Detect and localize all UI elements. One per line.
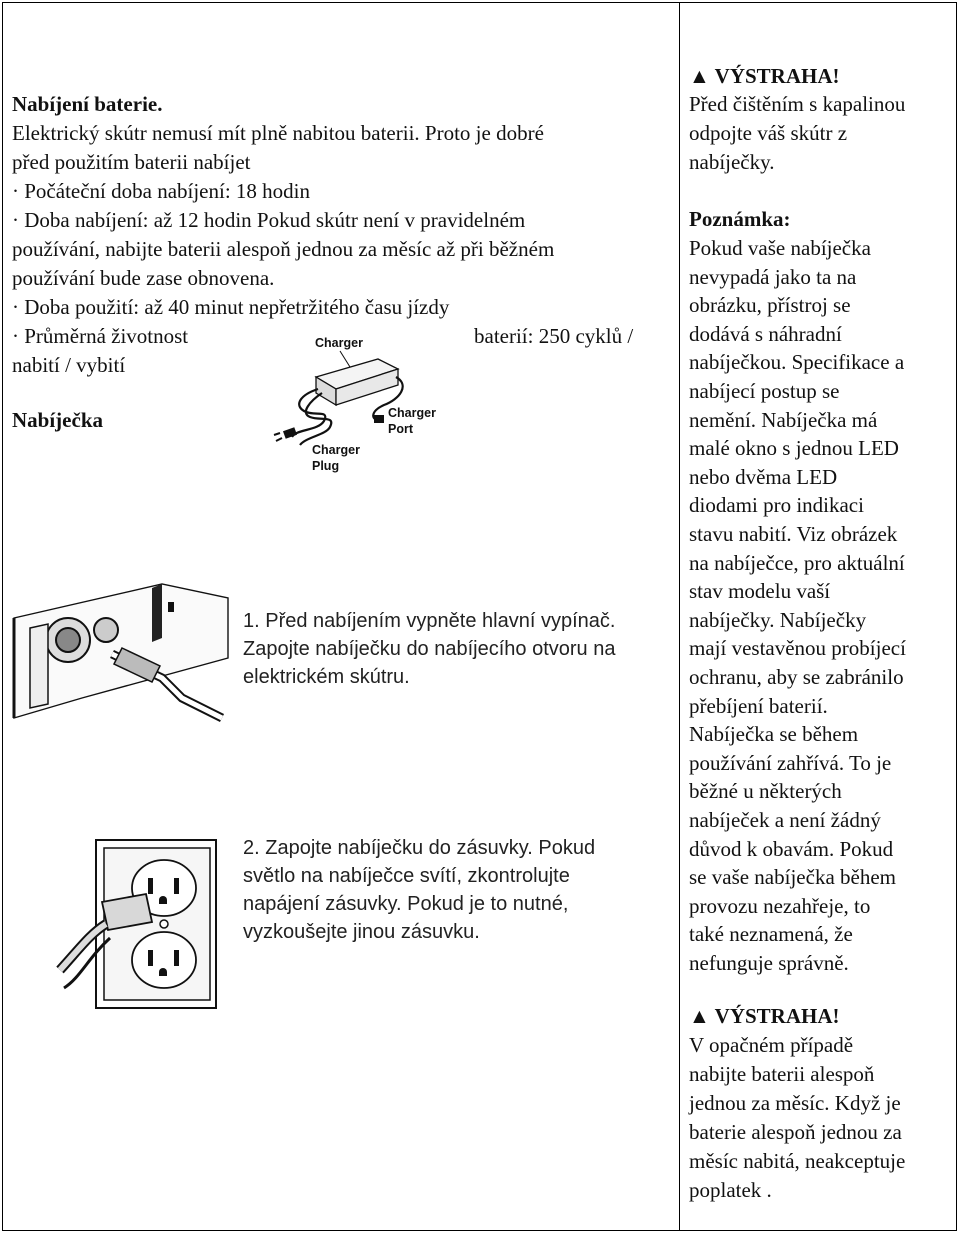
note-line-11: stavu nabití. Viz obrázek [689,522,898,546]
note-line-15: mají vestavěnou probíjecí [689,636,906,661]
warning-2-line-1: V opačném případě [689,1033,854,1057]
step-2-line-4: vyzkoušejte jinou zásuvku. [243,921,480,943]
warning-1-title: ▲ VÝSTRAHA! [689,64,840,88]
note-line-10: diodami pro indikaci [689,493,864,518]
note-line-17: přebíjení baterií. [689,693,828,718]
bullet-charge-time-line-3: používání bude zase obnovena. [12,266,275,290]
note-line-13: stav modelu vaší [689,579,831,604]
warning-2-line-2: nabijte baterii alespoň [689,1062,875,1086]
note-line-8: malé okno s jednou LED [689,436,899,461]
note-line-3: obrázku, přístroj se [689,293,851,318]
note-line-23: se vaše nabíječka během [689,865,896,890]
bullet-charge-time-line-1: · Doba nabíjení: až 12 hodin Pokud skútr není v pravidelném [12,208,526,232]
step-2-line-3: napájení zásuvky. Pokud je to nutné, [243,893,569,915]
note-line-7: nemění. Nabíječka má [689,407,878,432]
charger-plug-label-1: Charger [312,443,360,457]
bullet-initial-charge: · Počáteční doba nabíjení: 18 hodin [12,179,311,203]
charger-heading: Nabíječka [12,408,103,432]
warning-1-line-1: Před čištěním s kapalinou [689,92,906,116]
step-2-line-1: 2. Zapojte nabíječku do zásuvky. Pokud [243,837,596,859]
bullet-charge-time-line-2: používání, nabijte baterii alespoň jednou za měsíc až při běžném [12,237,555,261]
note-title: Poznámka: [689,207,791,231]
note-line-25: také neznamená, že [689,922,853,947]
warning-2-title: ▲ VÝSTRAHA! [689,1004,840,1028]
warning-2-line-4: baterie alespoň jednou za [689,1120,902,1144]
charger-illustration [270,325,450,475]
bullet-battery-life-part-2: baterií: 250 cyklů / [474,324,634,348]
intro-line-1: Elektrický skútr nemusí mít plně nabitou baterii. Proto je dobré [12,121,544,145]
note-line-16: ochranu, aby se zabránilo [689,665,904,689]
note-line-1: Pokud vaše nabíječka [689,236,871,260]
step-1-line-1: 1. Před nabíjením vypněte hlavní vypínač. [243,610,616,632]
warning-2-line-3: jednou za měsíc. Když je [689,1091,901,1115]
note-line-9: nebo dvěma LED [689,464,838,489]
warning-1-line-2: odpojte váš skútr z [689,121,848,145]
note-line-2: nevypadá jako ta na [689,264,857,289]
charger-plug-label-2: Plug [312,459,340,473]
intro-line-2: před použitím baterii nabíjet [12,150,251,174]
warning-1-line-3: nabíječky. [689,150,775,174]
note-line-19: používání zahřívá. To je [689,750,892,775]
charger-port-label-2: Port [388,422,413,436]
note-line-22: důvod k obavám. Pokud [689,836,894,861]
note-line-4: dodává s náhradní [689,321,842,346]
note-line-5: nabíječkou. Specifikace a [689,350,905,375]
warning-2-line-5: měsíc nabitá, neakceptuje [689,1149,906,1173]
bullet-usage-time: · Doba použití: až 40 minut nepřetržitého času jízdy [12,295,450,319]
note-line-14: nabíječky. Nabíječky [689,607,867,632]
scooter-charging-port-illustration [12,578,230,726]
note-line-26: nefunguje správně. [689,951,849,975]
bullet-battery-life-line-2: nabití / vybití [12,353,126,377]
step-1-line-3: elektrickém skútru. [243,666,410,688]
note-line-20: běžné u některých [689,779,842,804]
note-line-12: na nabíječce, pro aktuální [689,550,905,575]
note-line-21: nabíječek a není žádný [689,808,881,832]
charger-port-label-1: Charger [388,406,436,420]
note-line-18: Nabíječka se během [689,722,859,747]
charging-heading: Nabíjení baterie. [12,92,163,116]
wall-outlet-illustration [60,838,220,1010]
step-1-line-2: Zapojte nabíječku do nabíjecího otvoru na [243,638,616,660]
column-divider [679,2,680,1231]
warning-2-line-6: poplatek . [689,1178,772,1202]
step-2-line-2: světlo na nabíječce svítí, zkontrolujte [243,865,570,887]
note-line-24: provozu nezahřeje, to [689,893,871,918]
bullet-battery-life-part-1: · Průměrná životnost [12,324,189,348]
charger-label: Charger [315,336,363,350]
note-line-6: nabíjecí postup se [689,379,840,403]
